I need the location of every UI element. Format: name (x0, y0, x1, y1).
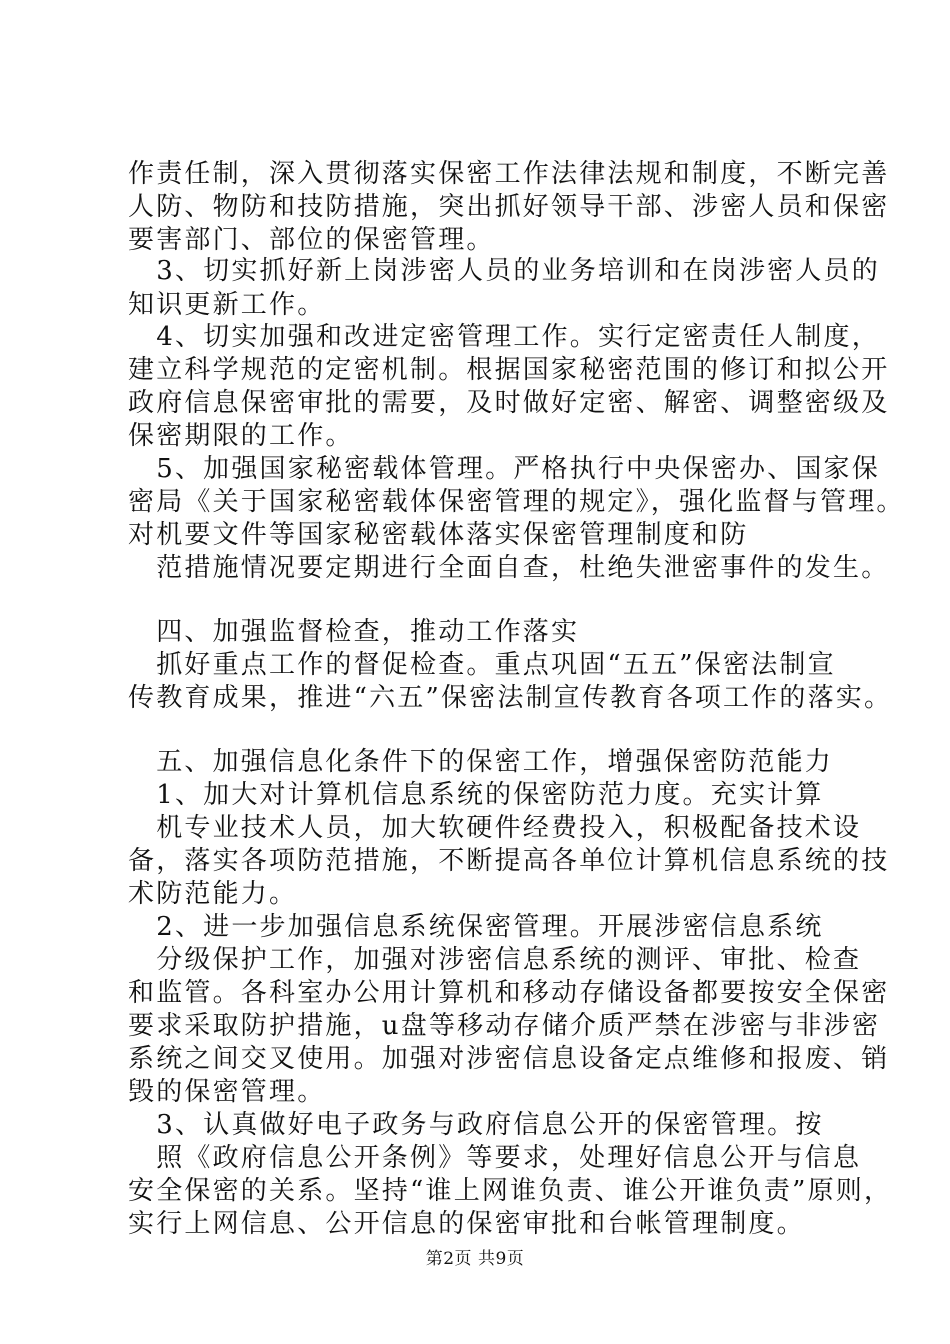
text-line: 密局《关于国家秘密载体保密管理的规定》，强化监督与管理。 (128, 487, 905, 517)
text-line: 实行上网信息、公开信息的保密审批和台帐管理制度。 (128, 1209, 805, 1239)
text-line: 范措施情况要定期进行全面自查，杜绝失泄密事件的发生。 (128, 553, 890, 583)
text-line: 五、加强信息化条件下的保密工作，增强保密防范能力 (128, 747, 834, 777)
text-line: 对机要文件等国家秘密载体落实保密管理制度和防 (128, 520, 749, 550)
text-line: 1、加大对计算机信息系统的保密防范力度。充实计算 (128, 780, 824, 810)
text-line: 人防、物防和技防措施，突出抓好领导干部、涉密人员和保密 (128, 192, 890, 222)
text-line: 机专业技术人员，加大软硬件经费投入，积极配备技术设 (128, 813, 862, 843)
text-line: 要求采取防护措施，u盘等移动存储介质严禁在涉密与非涉密 (128, 1011, 881, 1041)
text-line: 照《政府信息公开条例》等要求，处理好信息公开与信息 (128, 1143, 862, 1173)
text-line: 建立科学规范的定密机制。根据国家秘密范围的修订和拟公开 (128, 355, 890, 385)
text-line: 4、切实加强和改进定密管理工作。实行定密责任人制度， (128, 322, 880, 352)
text-line: 抓好重点工作的督促检查。重点巩固“五五”保密法制宣 (128, 650, 836, 680)
text-line: 政府信息保密审批的需要，及时做好定密、解密、调整密级及 (128, 388, 890, 418)
text-line: 系统之间交叉使用。加强对涉密信息设备定点维修和报废、销 (128, 1044, 890, 1074)
text-line: 3、认真做好电子政务与政府信息公开的保密管理。按 (128, 1110, 824, 1140)
page-footer: 第2页 共9页 (425, 1249, 525, 1269)
text-line: 作责任制，深入贯彻落实保密工作法律法规和制度，不断完善 (128, 159, 890, 189)
text-line: 术防范能力。 (128, 879, 298, 909)
text-line: 四、加强监督检查，推动工作落实 (128, 617, 580, 647)
text-line: 2、进一步加强信息系统保密管理。开展涉密信息系统 (128, 912, 824, 942)
text-line: 保密期限的工作。 (128, 421, 354, 451)
text-line: 要害部门、部位的保密管理。 (128, 225, 495, 255)
text-line: 分级保护工作，加强对涉密信息系统的测评、审批、检查 (128, 945, 862, 975)
text-line: 5、加强国家秘密载体管理。严格执行中央保密办、国家保 (128, 454, 880, 484)
text-line: 安全保密的关系。坚持“谁上网谁负责、谁公开谁负责”原则， (128, 1176, 893, 1206)
text-line: 传教育成果，推进“六五”保密法制宣传教育各项工作的落实。 (128, 683, 893, 713)
text-line: 备，落实各项防范措施，不断提高各单位计算机信息系统的技 (128, 846, 890, 876)
text-line: 毁的保密管理。 (128, 1077, 326, 1107)
text-line: 和监管。各科室办公用计算机和移动存储设备都要按安全保密 (128, 978, 890, 1008)
text-line: 知识更新工作。 (128, 290, 326, 320)
text-line: 3、切实抓好新上岗涉密人员的业务培训和在岗涉密人员的 (128, 256, 880, 286)
